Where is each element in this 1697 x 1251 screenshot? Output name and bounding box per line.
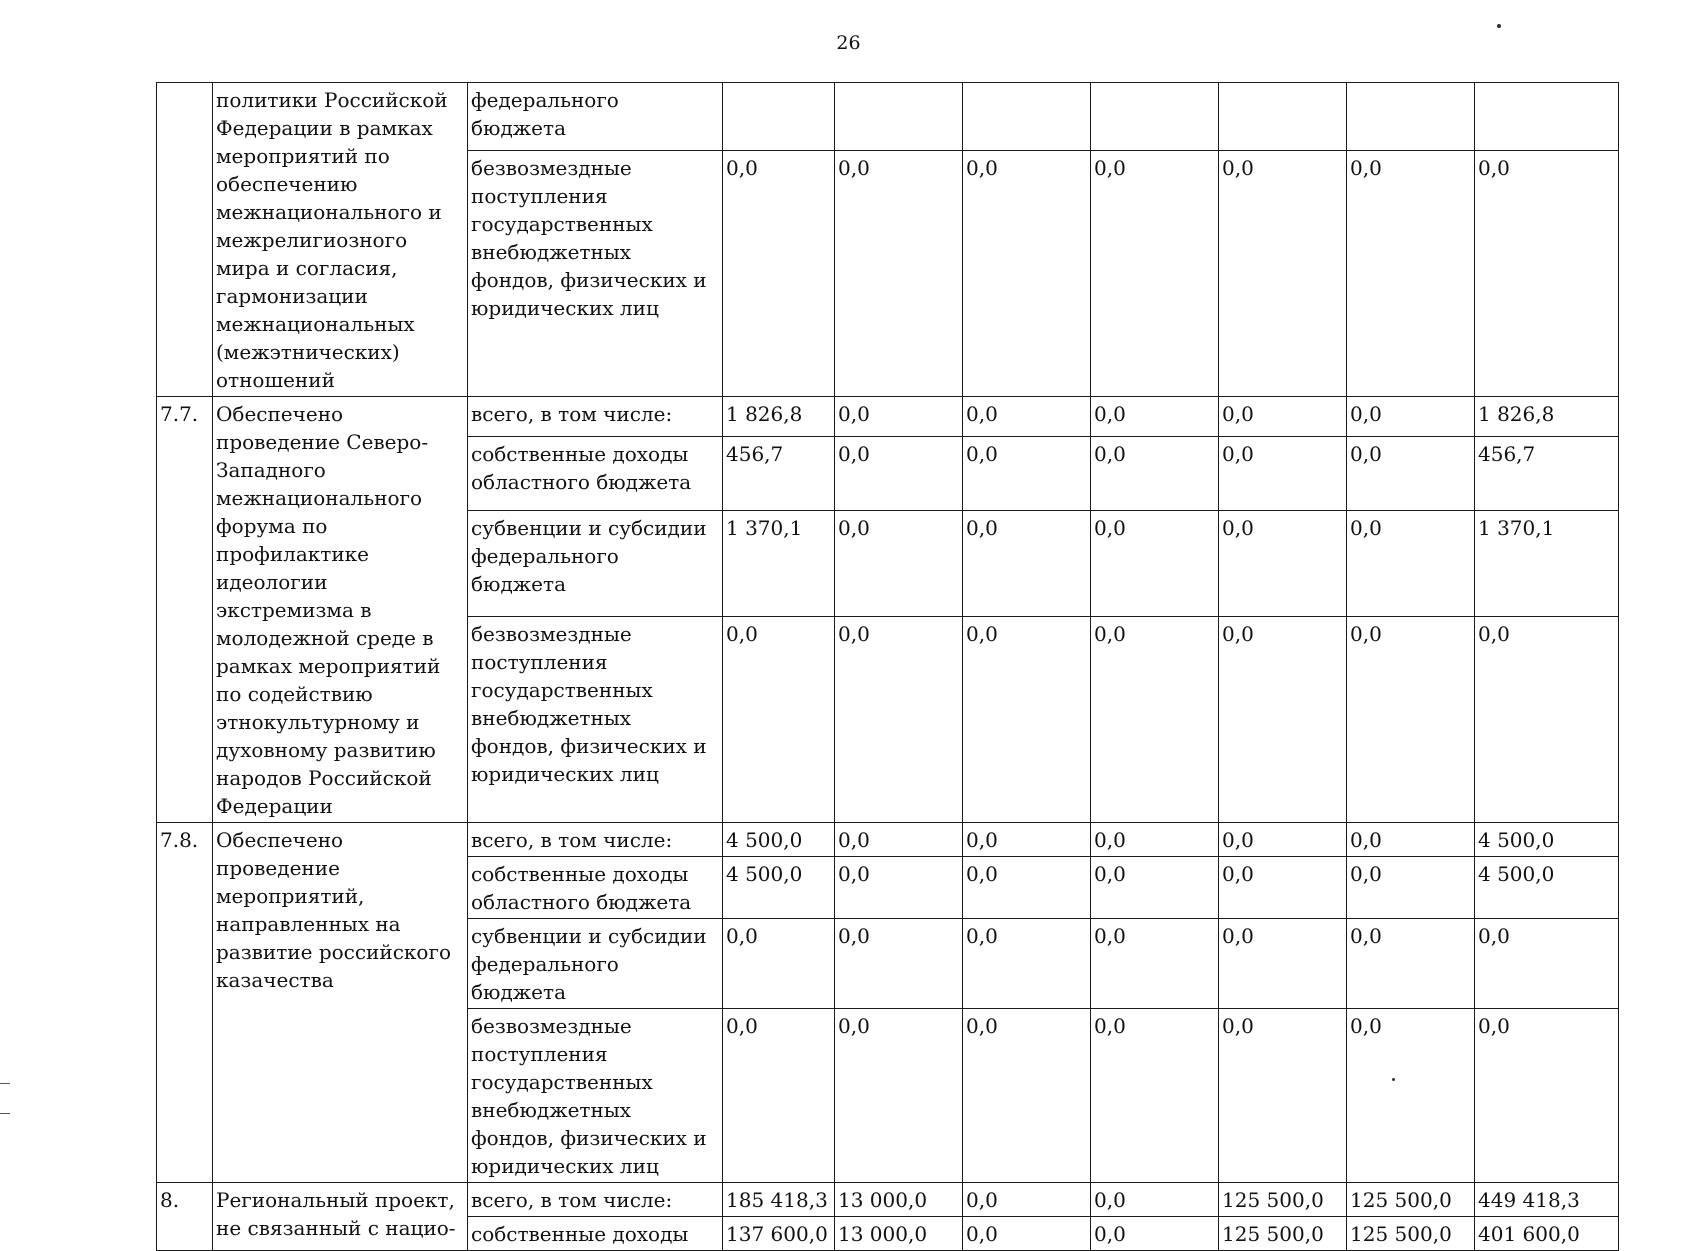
amount-cell: 0,0 <box>963 919 1091 1009</box>
amount-cell: 0,0 <box>835 617 963 823</box>
amount-cell: 4 500,0 <box>1475 823 1619 857</box>
funding-source: безвозмездные поступления государственных внебюджетных фондов, физических и юридических лиц <box>468 151 723 397</box>
amount-cell: 0,0 <box>963 151 1091 397</box>
amount-cell: 0,0 <box>723 1009 835 1183</box>
amount-cell: 0,0 <box>835 397 963 437</box>
row-number: 8. <box>157 1183 213 1251</box>
amount-cell: 0,0 <box>1091 437 1219 510</box>
amount-cell <box>1091 83 1219 151</box>
amount-cell <box>1219 83 1347 151</box>
amount-cell: 0,0 <box>1091 1183 1219 1217</box>
amount-cell: 1 826,8 <box>1475 397 1619 437</box>
edge-mark <box>0 1113 10 1114</box>
funding-source: всего, в том числе: <box>468 397 723 437</box>
amount-cell: 0,0 <box>1091 919 1219 1009</box>
amount-cell: 0,0 <box>1347 510 1475 617</box>
funding-source: всего, в том числе: <box>468 823 723 857</box>
amount-cell: 0,0 <box>1219 510 1347 617</box>
amount-cell: 4 500,0 <box>723 857 835 919</box>
amount-cell: 0,0 <box>723 919 835 1009</box>
amount-cell: 0,0 <box>1091 617 1219 823</box>
amount-cell: 0,0 <box>1475 617 1619 823</box>
amount-cell: 0,0 <box>1219 397 1347 437</box>
amount-cell <box>963 83 1091 151</box>
amount-cell: 125 500,0 <box>1219 1217 1347 1251</box>
amount-cell: 0,0 <box>1347 1009 1475 1183</box>
amount-cell: 0,0 <box>835 510 963 617</box>
amount-cell: 0,0 <box>1219 617 1347 823</box>
amount-cell: 125 500,0 <box>1347 1217 1475 1251</box>
amount-cell <box>723 83 835 151</box>
amount-cell: 0,0 <box>963 437 1091 510</box>
amount-cell: 0,0 <box>835 857 963 919</box>
amount-cell: 4 500,0 <box>1475 857 1619 919</box>
budget-table <box>156 82 1619 1251</box>
amount-cell: 125 500,0 <box>1219 1183 1347 1217</box>
amount-cell: 0,0 <box>835 151 963 397</box>
funding-source: безвозмездные поступления государственных внебюджетных фондов, физических и юридических лиц <box>468 1009 723 1183</box>
amount-cell: 0,0 <box>1475 151 1619 397</box>
amount-cell: 0,0 <box>1475 1009 1619 1183</box>
amount-cell: 0,0 <box>835 437 963 510</box>
amount-cell: 0,0 <box>1219 437 1347 510</box>
amount-cell: 125 500,0 <box>1347 1183 1475 1217</box>
row-number: 7.7. <box>157 397 213 823</box>
amount-cell: 0,0 <box>1347 919 1475 1009</box>
activity-description: Региональный проект, не связанный с нацио- <box>213 1183 468 1251</box>
amount-cell: 0,0 <box>1219 857 1347 919</box>
edge-mark <box>0 1083 10 1084</box>
amount-cell: 0,0 <box>963 1217 1091 1251</box>
amount-cell: 1 370,1 <box>1475 510 1619 617</box>
funding-source: федерального бюджета <box>468 83 723 151</box>
amount-cell: 0,0 <box>1347 857 1475 919</box>
amount-cell: 456,7 <box>723 437 835 510</box>
amount-cell: 0,0 <box>1091 151 1219 397</box>
amount-cell: 0,0 <box>963 823 1091 857</box>
amount-cell: 0,0 <box>723 151 835 397</box>
funding-source: собственные доходы областного бюджета <box>468 857 723 919</box>
amount-cell: 0,0 <box>963 397 1091 437</box>
amount-cell: 0,0 <box>963 617 1091 823</box>
amount-cell <box>1347 83 1475 151</box>
amount-cell: 13 000,0 <box>835 1183 963 1217</box>
amount-cell <box>835 83 963 151</box>
amount-cell: 0,0 <box>723 617 835 823</box>
amount-cell: 0,0 <box>1347 823 1475 857</box>
amount-cell: 0,0 <box>1219 919 1347 1009</box>
amount-cell: 0,0 <box>1091 1217 1219 1251</box>
amount-cell: 401 600,0 <box>1475 1217 1619 1251</box>
amount-cell: 0,0 <box>963 1009 1091 1183</box>
amount-cell: 0,0 <box>1347 397 1475 437</box>
funding-source: субвенции и субсидии федерального бюджета <box>468 510 723 617</box>
amount-cell: 0,0 <box>1091 1009 1219 1183</box>
amount-cell: 0,0 <box>963 857 1091 919</box>
table-row <box>157 397 1619 437</box>
amount-cell: 0,0 <box>835 1009 963 1183</box>
amount-cell: 1 826,8 <box>723 397 835 437</box>
activity-description: Обеспечено проведение мероприятий, направленных на развитие российского казачества <box>213 823 468 1183</box>
amount-cell: 0,0 <box>1219 1009 1347 1183</box>
amount-cell: 4 500,0 <box>723 823 835 857</box>
funding-source: субвенции и субсидии федерального бюджета <box>468 919 723 1009</box>
amount-cell: 0,0 <box>1091 510 1219 617</box>
funding-source: собственные доходы областного бюджета <box>468 437 723 510</box>
amount-cell: 0,0 <box>1091 397 1219 437</box>
table-row <box>157 83 1619 151</box>
amount-cell: 0,0 <box>835 919 963 1009</box>
amount-cell: 456,7 <box>1475 437 1619 510</box>
amount-cell: 137 600,0 <box>723 1217 835 1251</box>
activity-description: политики Российской Федерации в рамках мероприятий по обеспечению межнационального и межрелигиозного мира и согласия, гармонизации межнациональных (межэтнических) отношений <box>213 83 468 397</box>
page-number: 26 <box>836 32 861 54</box>
amount-cell: 0,0 <box>1219 151 1347 397</box>
scan-speck <box>1497 24 1501 28</box>
table-row <box>157 823 1619 857</box>
amount-cell: 13 000,0 <box>835 1217 963 1251</box>
amount-cell: 0,0 <box>963 510 1091 617</box>
funding-source: собственные доходы <box>468 1217 723 1251</box>
amount-cell: 0,0 <box>835 823 963 857</box>
amount-cell: 0,0 <box>1347 151 1475 397</box>
scan-speck <box>1392 1078 1395 1081</box>
amount-cell: 0,0 <box>1091 823 1219 857</box>
activity-description: Обеспечено проведение Северо-Западного межнационального форума по профилактике идеологии экстремизма в молодежной среде в рамках мероприятий по содействию этнокультурному и духовному развитию народов Российской Федерации <box>213 397 468 823</box>
row-number: 7.8. <box>157 823 213 1183</box>
amount-cell: 0,0 <box>1347 617 1475 823</box>
amount-cell: 0,0 <box>1347 437 1475 510</box>
amount-cell: 1 370,1 <box>723 510 835 617</box>
amount-cell: 449 418,3 <box>1475 1183 1619 1217</box>
funding-source: безвозмездные поступления государственных внебюджетных фондов, физических и юридических лиц <box>468 617 723 823</box>
row-number <box>157 83 213 397</box>
amount-cell: 0,0 <box>1475 919 1619 1009</box>
amount-cell: 0,0 <box>1091 857 1219 919</box>
amount-cell: 0,0 <box>1219 823 1347 857</box>
amount-cell <box>1475 83 1619 151</box>
amount-cell: 0,0 <box>963 1183 1091 1217</box>
amount-cell: 185 418,3 <box>723 1183 835 1217</box>
funding-source: всего, в том числе: <box>468 1183 723 1217</box>
